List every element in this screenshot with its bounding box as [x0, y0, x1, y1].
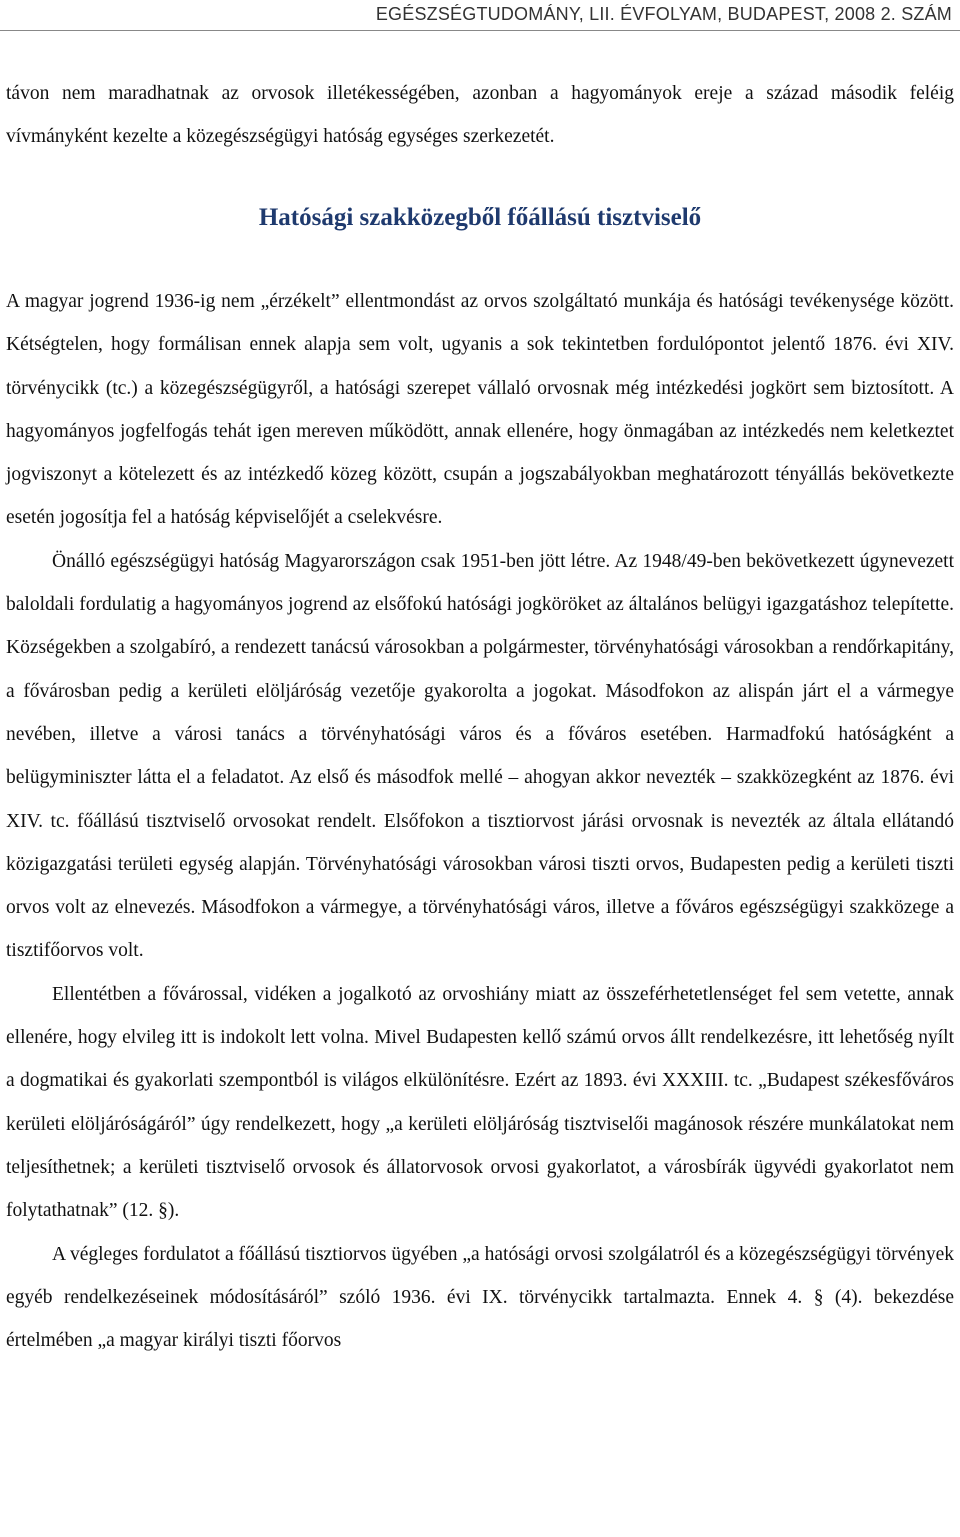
running-header: EGÉSZSÉGTUDOMÁNY, LII. ÉVFOLYAM, BUDAPEST, 2008 2. SZÁM [375, 4, 952, 24]
continued-paragraph-block [6, 72, 954, 159]
paragraph-3: Ellentétben a fővárossal, vidéken a jogalkotó az orvoshiány miatt az összeférhetetlenséget fel sem vetette, annak ellenére, hogy elvileg itt is indokolt lett volna. Mivel Budapesten kellő számú orvos állt rendelkezésre, itt lehetőség nyílt a dogmatikai és gyakorlati szempontból is világos elkülönítésre. Ezért az 1893. évi XXXIII. tc. „Budapest székesfőváros kerületi elöljáróságáról” úgy rendelkezett, hogy „a kerületi elöljáróság tisztviselői magánosok részére munkálatokat nem teljesíthetnek; a kerületi tisztviselő orvosok és állatorvosok orvosi gyakorlatot, a városbírák ügyvédi gyakorlatot nem folytathatnak” (12. §). [6, 983, 954, 1222]
section-heading: Hatósági szakközegből főállású tisztviselő [258, 204, 702, 231]
paragraph-4: A végleges fordulatot a főállású tisztiorvos ügyében „a hatósági orvosi szolgálatról és a közegészségügyi törvények egyéb rendelkezéseinek módosításáról” szóló 1936. évi IX. törvénycikk tartalmazta. Ennek 4. § (4). bekezdése értelmében „a magyar királyi tiszti főorvos [6, 1243, 954, 1352]
section-body [6, 280, 954, 1362]
header-divider [0, 30, 960, 31]
continued-paragraph: távon nem maradhatnak az orvosok illetékességében, azonban a hagyományok ereje a század második feléig vívmányként kezelte a közegészségügyi hatóság egységes szerkezetét. [6, 83, 954, 148]
paragraph-1: A magyar jogrend 1936-ig nem „érzékelt” ellentmondást az orvos szolgáltató munkája és hatósági tevékenysége között. Kétségtelen, hogy formálisan ennek alapja sem volt, ugyanis a sok tekintetben fordulópontot jelentő 1876. évi XIV. törvénycikk (tc.) a közegészségügyről, a hatósági szerepet vállaló orvosnak még intézkedési jogkört sem biztosított. A hagyományos jogfelfogás tehát igen mereven működött, annak ellenére, hogy önmagában az intézkedés nem keletkeztet jogviszonyt a kötelezett és az intézkedő közeg között, csupán a jogszabályokban meghatározott tényállás bekövetkezte esetén jogosítja fel a hatóság képviselőjét a cselekvésre. [6, 291, 954, 529]
paragraph-2: Önálló egészségügyi hatóság Magyarországon csak 1951-ben jött létre. Az 1948/49-ben bekövetkezett úgynevezett baloldali fordulatig a hagyományos jogrend az elsőfokú hatósági jogköröket az általános belügyi igazgatáshoz telepítette. Községekben a szolgabíró, a rendezett tanácsú városokban a polgármester, törvényhatósági városokban a rendőrkapitány, a fővárosban pedig a kerületi elöljáróság vezetője gyakorolta a jogokat. Másodfokon az alispán járt el a vármegye nevében, illetve a városi tanács a törvényhatósági város és a főváros esetében. Harmadfokú hatóságként a belügyminiszter látta el a feladatot. Az első és másodfok mellé – ahogyan akkor nevezték – szakközegként az 1876. évi XIV. tc. főállású tisztviselő orvosokat rendelt. Elsőfokon a tisztiorvost járási orvosnak is nevezték az általa ellátandó közigazgatási területi egység alapján. Törvényhatósági városokban városi tiszti orvos, Budapesten pedig a kerületi tiszti orvos volt az elnevezés. Másodfokon a vármegye, a törvényhatósági város, illetve a főváros egészségügyi szakközege a tisztifőorvos volt. [6, 550, 954, 962]
